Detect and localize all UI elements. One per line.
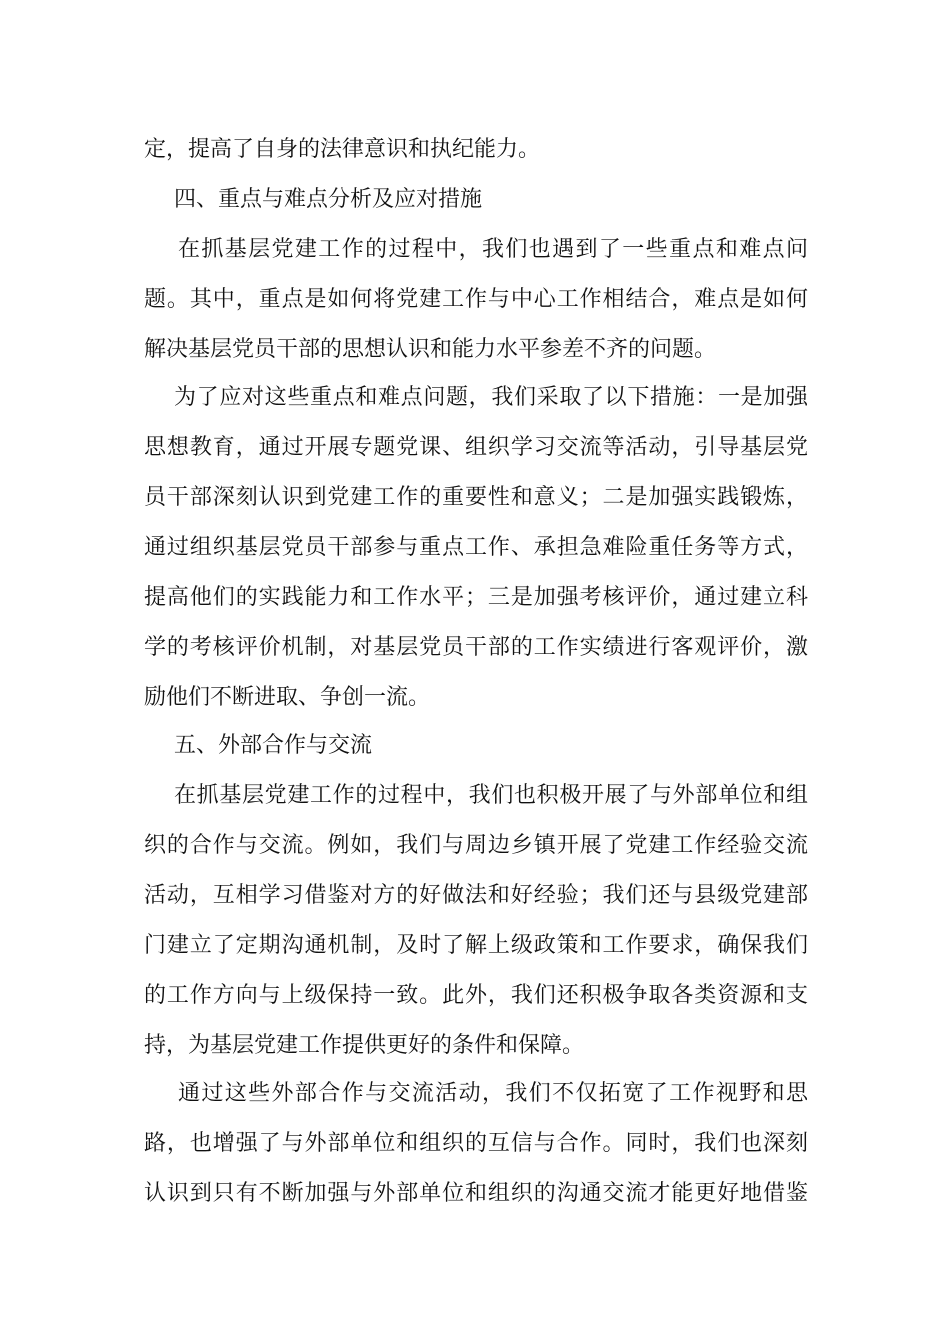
paragraph-line: 活动，互相学习借鉴对方的好做法和好经验；我们还与县级党建部 bbox=[144, 883, 808, 908]
paragraph-line: 通过这些外部合作与交流活动，我们不仅拓宽了工作视野和思 bbox=[178, 1081, 808, 1106]
paragraph-line: 通过组织基层党员干部参与重点工作、承担急难险重任务等方式， bbox=[144, 535, 808, 560]
section-heading-4: 四、重点与难点分析及应对措施 bbox=[174, 187, 483, 212]
paragraph-line: 在抓基层党建工作的过程中，我们也遇到了一些重点和难点问 bbox=[178, 237, 808, 262]
paragraph-line: 学的考核评价机制，对基层党员干部的工作实绩进行客观评价，激 bbox=[144, 635, 808, 660]
paragraph-line: 员干部深刻认识到党建工作的重要性和意义；二是加强实践锻炼， bbox=[144, 485, 808, 510]
paragraph-line: 认识到只有不断加强与外部单位和组织的沟通交流才能更好地借鉴 bbox=[144, 1181, 808, 1206]
paragraph-line: 门建立了定期沟通机制，及时了解上级政策和工作要求，确保我们 bbox=[144, 933, 808, 958]
paragraph-line: 定，提高了自身的法律意识和执纪能力。 bbox=[144, 137, 541, 162]
paragraph-line: 织的合作与交流。例如，我们与周边乡镇开展了党建工作经验交流 bbox=[144, 833, 808, 858]
section-heading-5: 五、外部合作与交流 bbox=[174, 733, 373, 758]
paragraph-line: 思想教育，通过开展专题党课、组织学习交流等活动，引导基层党 bbox=[144, 435, 808, 460]
paragraph-line: 持，为基层党建工作提供更好的条件和保障。 bbox=[144, 1033, 585, 1058]
paragraph-line: 题。其中，重点是如何将党建工作与中心工作相结合，难点是如何 bbox=[144, 287, 808, 312]
paragraph-line: 在抓基层党建工作的过程中，我们也积极开展了与外部单位和组 bbox=[174, 783, 808, 808]
paragraph-line: 励他们不断进取、争创一流。 bbox=[144, 685, 431, 710]
paragraph-line: 提高他们的实践能力和工作水平；三是加强考核评价，通过建立科 bbox=[144, 585, 808, 610]
paragraph-line: 的工作方向与上级保持一致。此外，我们还积极争取各类资源和支 bbox=[144, 983, 808, 1008]
paragraph-line: 为了应对这些重点和难点问题，我们采取了以下措施：一是加强 bbox=[174, 385, 808, 410]
paragraph-line: 解决基层党员干部的思想认识和能力水平参差不齐的问题。 bbox=[144, 337, 717, 362]
paragraph-line: 路，也增强了与外部单位和组织的互信与合作。同时，我们也深刻 bbox=[144, 1131, 808, 1156]
